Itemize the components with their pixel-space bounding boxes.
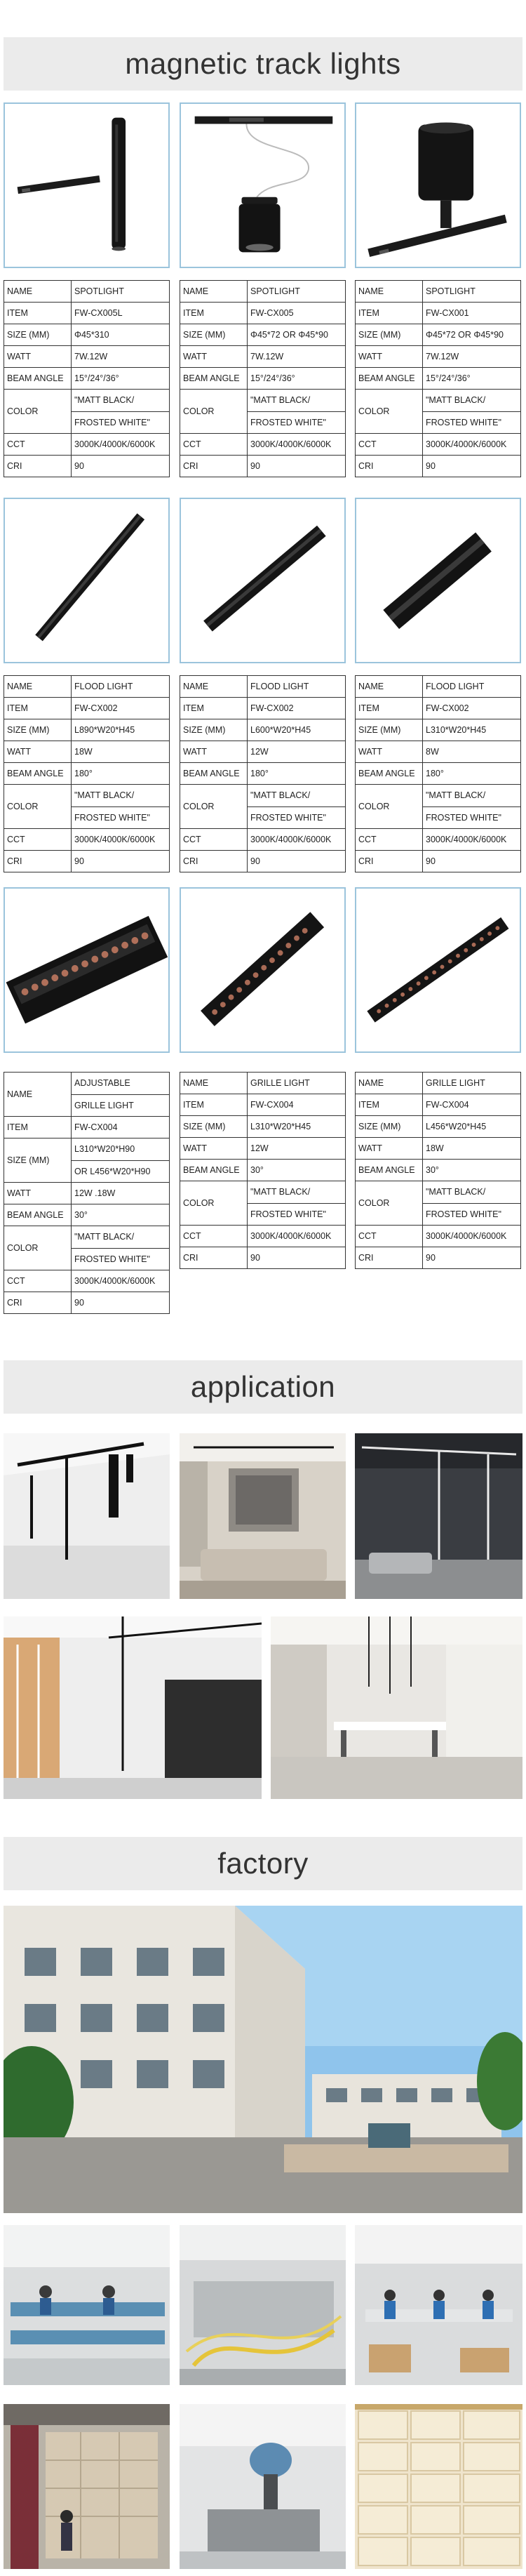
label-size: SIZE (MM) (180, 1116, 248, 1138)
value-cri: 90 (72, 456, 170, 477)
label-watt: WATT (4, 1183, 72, 1204)
value-watt: 7W.12W (423, 346, 521, 368)
label-item: ITEM (356, 1094, 423, 1116)
value-cri: 90 (72, 851, 170, 872)
label-cct: CCT (356, 829, 423, 851)
value-color-1: "MATT BLACK/ (426, 790, 486, 800)
value-name-2: GRILLE LIGHT (72, 1094, 169, 1116)
value-color-1: "MATT BLACK/ (250, 1187, 311, 1197)
label-cct: CCT (180, 434, 248, 456)
factory-workshop-photo-1 (4, 2225, 170, 2385)
label-watt: WATT (180, 1138, 248, 1160)
factory-warehouse-photo (355, 2404, 522, 2569)
factory-loading-photo-1 (4, 2404, 170, 2569)
value-item: FW-CX002 (423, 698, 521, 719)
product-image-flood-long (4, 498, 170, 663)
value-name: GRILLE LIGHT (248, 1073, 346, 1094)
label-size: SIZE (MM) (180, 324, 248, 346)
section-title-factory: factory (4, 1837, 522, 1890)
label-cct: CCT (4, 1270, 72, 1292)
application-photo-1 (4, 1433, 170, 1599)
value-cct: 3000K/4000K/6000K (72, 434, 170, 456)
value-cct: 3000K/4000K/6000K (72, 1270, 170, 1292)
value-cri: 90 (248, 456, 346, 477)
label-cri: CRI (180, 456, 248, 477)
label-watt: WATT (356, 346, 423, 368)
label-cct: CCT (356, 1226, 423, 1247)
label-name: NAME (356, 281, 423, 303)
spec-table-1 (4, 280, 170, 477)
value-beam: 15°/24°/36° (248, 368, 346, 390)
value-color-2: FROSTED WHITE" (423, 411, 520, 433)
label-cct: CCT (180, 1226, 248, 1247)
value-beam: 180° (72, 763, 170, 785)
label-color: COLOR (4, 1226, 72, 1270)
factory-workshop-photo-2 (180, 2225, 346, 2385)
label-item: ITEM (4, 1117, 72, 1138)
label-name: NAME (180, 1073, 248, 1094)
label-watt: WATT (180, 741, 248, 763)
value-watt: 18W (423, 1138, 521, 1160)
value-size-1: L310*W20*H90 (74, 1144, 135, 1154)
label-name: NAME (180, 676, 248, 698)
label-beam: BEAM ANGLE (4, 368, 72, 390)
value-cri: 90 (72, 1292, 170, 1314)
label-name: NAME (356, 1073, 423, 1094)
product-image-flood-short (355, 498, 521, 663)
value-name: SPOTLIGHT (248, 281, 346, 303)
value-item: FW-CX004 (72, 1117, 170, 1138)
spec-table-5 (180, 675, 346, 872)
label-size: SIZE (MM) (356, 324, 423, 346)
value-cri: 90 (248, 851, 346, 872)
value-beam: 180° (248, 763, 346, 785)
label-size: SIZE (MM) (180, 719, 248, 741)
value-size: Φ45*72 OR Φ45*90 (423, 324, 521, 346)
value-cct: 3000K/4000K/6000K (248, 434, 346, 456)
value-size: L600*W20*H45 (248, 719, 346, 741)
value-size: L890*W20*H45 (72, 719, 170, 741)
value-beam: 30° (248, 1160, 346, 1181)
label-name: NAME (356, 676, 423, 698)
product-image-adjustable-grille (4, 887, 170, 1053)
value-name: FLOOD LIGHT (423, 676, 521, 698)
application-photo-2 (180, 1433, 346, 1599)
product-image-grille-long (355, 887, 521, 1053)
label-color: COLOR (356, 1181, 423, 1226)
value-item: FW-CX005 (248, 303, 346, 324)
value-color-1: "MATT BLACK/ (74, 395, 135, 405)
value-name: SPOTLIGHT (72, 281, 170, 303)
product-image-spotlight-pendant (180, 102, 346, 268)
value-color-2: FROSTED WHITE" (248, 1203, 345, 1225)
label-name: NAME (4, 281, 72, 303)
value-beam: 15°/24°/36° (423, 368, 521, 390)
label-color: COLOR (4, 785, 72, 829)
label-size: SIZE (MM) (356, 1116, 423, 1138)
value-watt: 18W (72, 741, 170, 763)
label-beam: BEAM ANGLE (180, 368, 248, 390)
application-photo-5 (271, 1616, 522, 1799)
value-cct: 3000K/4000K/6000K (248, 829, 346, 851)
label-item: ITEM (356, 303, 423, 324)
value-name: FLOOD LIGHT (248, 676, 346, 698)
value-name: FLOOD LIGHT (72, 676, 170, 698)
value-color-2: FROSTED WHITE" (248, 806, 345, 828)
label-item: ITEM (4, 698, 72, 719)
label-watt: WATT (356, 1138, 423, 1160)
label-beam: BEAM ANGLE (356, 763, 423, 785)
value-size: L310*W20*H45 (423, 719, 521, 741)
value-size-2: OR L456*W20*H90 (72, 1160, 169, 1182)
value-cct: 3000K/4000K/6000K (423, 1226, 521, 1247)
label-item: ITEM (4, 303, 72, 324)
label-cct: CCT (4, 434, 72, 456)
value-color-1: "MATT BLACK/ (74, 790, 135, 800)
factory-workshop-photo-3 (355, 2225, 522, 2385)
value-cri: 90 (423, 851, 521, 872)
label-beam: BEAM ANGLE (356, 368, 423, 390)
label-item: ITEM (356, 698, 423, 719)
value-beam: 30° (72, 1204, 170, 1226)
value-color-1: "MATT BLACK/ (74, 1232, 135, 1242)
label-name: NAME (4, 1073, 72, 1117)
value-item: FW-CX002 (248, 698, 346, 719)
value-watt: 8W (423, 741, 521, 763)
value-cct: 3000K/4000K/6000K (423, 829, 521, 851)
value-watt: 12W (248, 1138, 346, 1160)
label-name: NAME (180, 281, 248, 303)
label-cri: CRI (356, 1247, 423, 1269)
value-cct: 3000K/4000K/6000K (423, 434, 521, 456)
value-name: SPOTLIGHT (423, 281, 521, 303)
label-item: ITEM (180, 698, 248, 719)
value-item: FW-CX004 (248, 1094, 346, 1116)
value-item: FW-CX002 (72, 698, 170, 719)
label-beam: BEAM ANGLE (180, 763, 248, 785)
section-title-application: application (4, 1360, 522, 1414)
product-image-spotlight-long (4, 102, 170, 268)
label-color: COLOR (180, 390, 248, 434)
value-size: L310*W20*H45 (248, 1116, 346, 1138)
value-size: Φ45*72 OR Φ45*90 (248, 324, 346, 346)
label-watt: WATT (356, 741, 423, 763)
value-watt: 7W.12W (248, 346, 346, 368)
value-color-1: "MATT BLACK/ (426, 395, 486, 405)
spec-table-2 (180, 280, 346, 477)
value-color-2: FROSTED WHITE" (423, 806, 520, 828)
label-color: COLOR (180, 785, 248, 829)
label-color: COLOR (356, 390, 423, 434)
value-item: FW-CX004 (423, 1094, 521, 1116)
value-item: FW-CX001 (423, 303, 521, 324)
label-cri: CRI (356, 851, 423, 872)
label-color: COLOR (4, 390, 72, 434)
label-size: SIZE (MM) (4, 719, 72, 741)
spec-table-6 (355, 675, 521, 872)
label-cri: CRI (180, 1247, 248, 1269)
value-cri: 90 (248, 1247, 346, 1269)
label-cct: CCT (180, 829, 248, 851)
label-size: SIZE (MM) (356, 719, 423, 741)
value-cct: 3000K/4000K/6000K (72, 829, 170, 851)
section-title-products: magnetic track lights (4, 37, 522, 91)
label-size: SIZE (MM) (4, 324, 72, 346)
value-color-1: "MATT BLACK/ (426, 1187, 486, 1197)
label-color: COLOR (180, 1181, 248, 1226)
label-size: SIZE (MM) (4, 1138, 72, 1183)
value-color-1: "MATT BLACK/ (250, 790, 311, 800)
label-beam: BEAM ANGLE (4, 763, 72, 785)
spec-table-3 (355, 280, 521, 477)
value-color-2: FROSTED WHITE" (423, 1203, 520, 1225)
label-beam: BEAM ANGLE (180, 1160, 248, 1181)
label-item: ITEM (180, 303, 248, 324)
factory-building-photo (4, 1906, 522, 2213)
value-item: FW-CX005L (72, 303, 170, 324)
label-watt: WATT (4, 741, 72, 763)
value-cri: 90 (423, 1247, 521, 1269)
label-watt: WATT (4, 346, 72, 368)
value-color-2: FROSTED WHITE" (248, 411, 345, 433)
value-name-1: ADJUSTABLE (74, 1078, 130, 1088)
spec-table-9 (355, 1072, 521, 1269)
spec-table-8 (180, 1072, 346, 1269)
value-size: L456*W20*H45 (423, 1116, 521, 1138)
product-image-spotlight-track (355, 102, 521, 268)
label-cri: CRI (4, 851, 72, 872)
value-color-2: FROSTED WHITE" (72, 1248, 169, 1270)
label-cri: CRI (180, 851, 248, 872)
label-cct: CCT (4, 829, 72, 851)
value-cri: 90 (423, 456, 521, 477)
value-color-2: FROSTED WHITE" (72, 806, 169, 828)
application-photo-3 (355, 1433, 522, 1599)
label-cct: CCT (356, 434, 423, 456)
factory-loading-photo-2 (180, 2404, 346, 2569)
value-color-2: FROSTED WHITE" (72, 411, 169, 433)
label-name: NAME (4, 676, 72, 698)
product-image-grille-medium (180, 887, 346, 1053)
value-beam: 15°/24°/36° (72, 368, 170, 390)
application-photo-4 (4, 1616, 262, 1799)
label-cri: CRI (356, 456, 423, 477)
value-beam: 30° (423, 1160, 521, 1181)
value-cct: 3000K/4000K/6000K (248, 1226, 346, 1247)
spec-table-4 (4, 675, 170, 872)
value-watt: 12W .18W (72, 1183, 170, 1204)
value-beam: 180° (423, 763, 521, 785)
value-color-1: "MATT BLACK/ (250, 395, 311, 405)
value-size: Φ45*310 (72, 324, 170, 346)
label-cri: CRI (4, 456, 72, 477)
label-beam: BEAM ANGLE (4, 1204, 72, 1226)
product-image-flood-medium (180, 498, 346, 663)
spec-table-7 (4, 1072, 170, 1314)
label-beam: BEAM ANGLE (356, 1160, 423, 1181)
label-item: ITEM (180, 1094, 248, 1116)
value-watt: 12W (248, 741, 346, 763)
value-watt: 7W.12W (72, 346, 170, 368)
value-name: GRILLE LIGHT (423, 1073, 521, 1094)
label-color: COLOR (356, 785, 423, 829)
label-watt: WATT (180, 346, 248, 368)
label-cri: CRI (4, 1292, 72, 1314)
